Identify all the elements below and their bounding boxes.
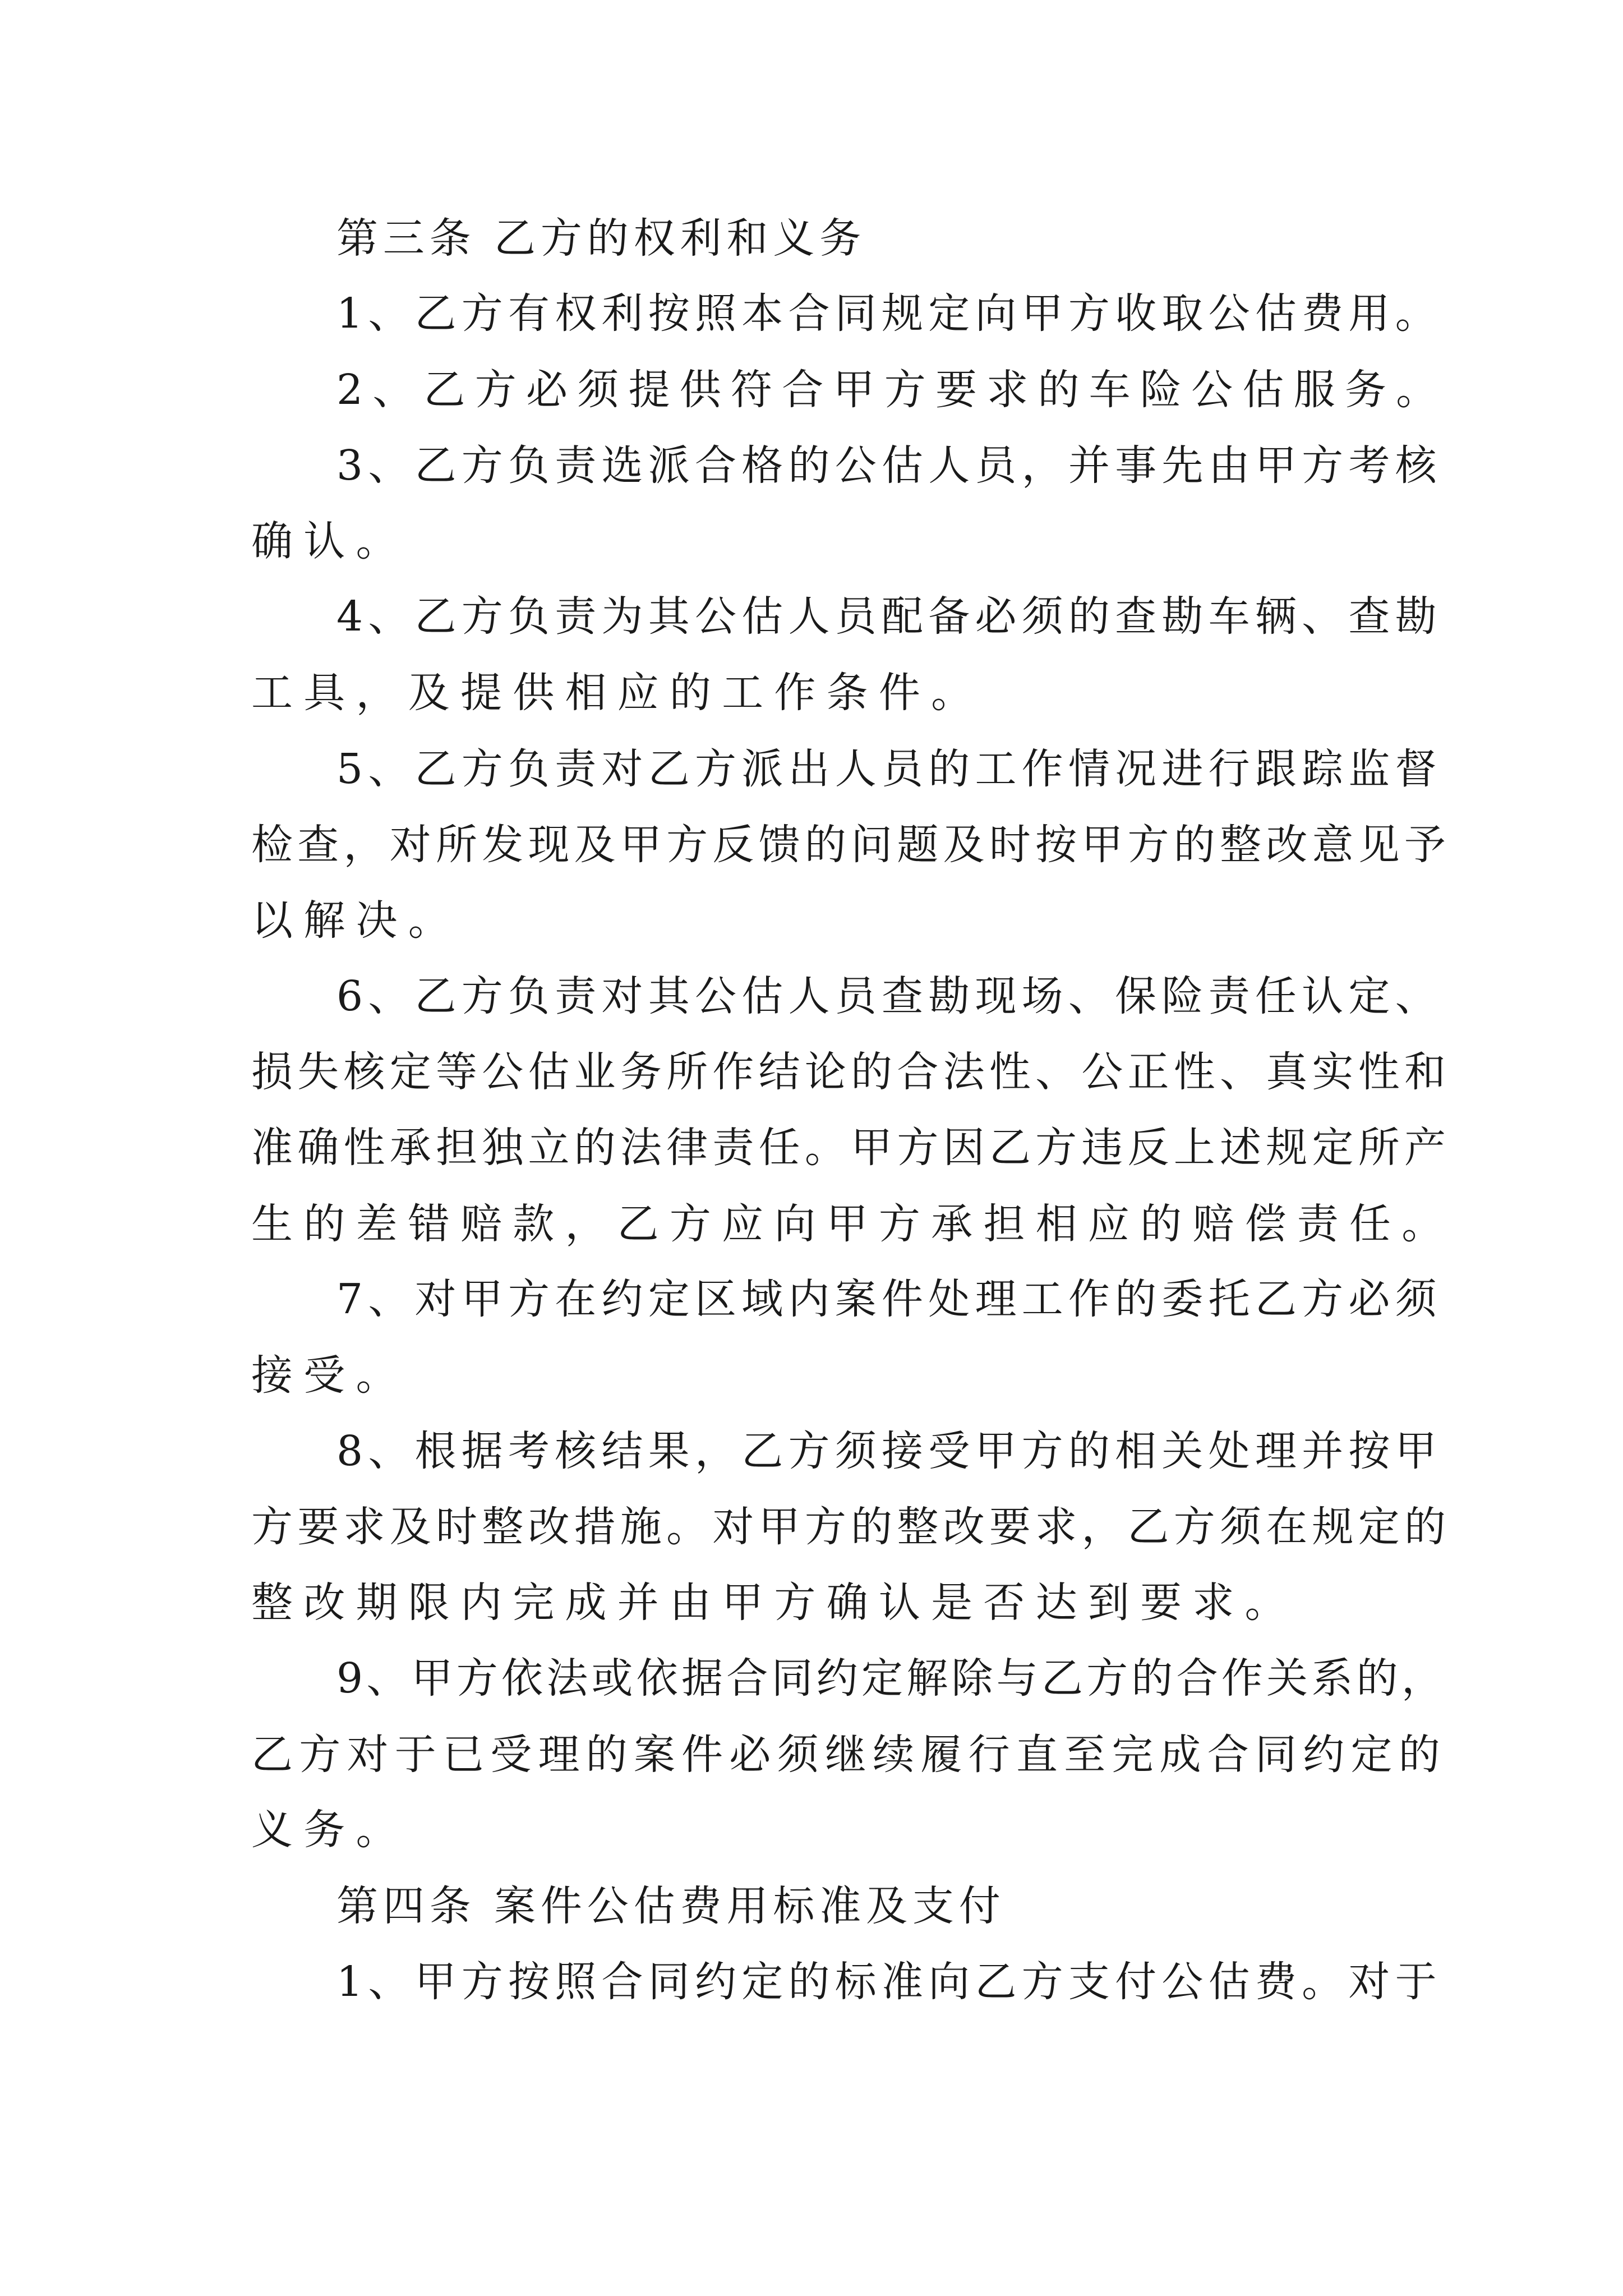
article-3-item-7-line-1: 7、对甲方在约定区域内案件处理工作的委托乙方必须	[336, 1275, 1442, 1323]
article-3-item-9-line-1: 9、甲方依法或依据合同约定解除与乙方的合作关系的，	[336, 1654, 1447, 1703]
article-3-item-3-line-1: 3、乙方负责选派合格的公估人员，并事先由甲方考核	[336, 441, 1442, 490]
article-3-item-5-line-3: 以解决。	[251, 896, 460, 945]
article-3-item-2: 2、乙方必须提供符合甲方要求的车险公估服务。	[336, 366, 1447, 414]
article-3-item-8-line-2: 方要求及时整改措施。对甲方的整改要求，乙方须在规定的	[251, 1503, 1451, 1551]
article-3-item-9-line-2: 乙方对于已受理的案件必须继续履行直至完成合同约定的	[251, 1731, 1446, 1779]
article-3-item-6-line-1: 6、乙方负责对其公估人员查勘现场、保险责任认定、	[336, 972, 1442, 1020]
article-3-heading: 第三条 乙方的权利和义务	[336, 214, 866, 263]
article-3-item-6-line-3: 准确性承担独立的法律责任。甲方因乙方违反上述规定所产	[251, 1124, 1451, 1172]
article-4-item-1-line-1: 1、甲方按照合同约定的标准向乙方支付公估费。对于	[336, 1958, 1442, 2006]
article-3-item-8-line-1: 8、根据考核结果，乙方须接受甲方的相关处理并按甲	[336, 1427, 1442, 1475]
article-3-item-1: 1、乙方有权利按照本合同规定向甲方收取公估费用。	[336, 289, 1442, 338]
article-3-item-6-line-2: 损失核定等公估业务所作结论的合法性、公正性、真实性和	[251, 1048, 1451, 1096]
article-3-item-6-line-4: 生的差错赔款，乙方应向甲方承担相应的赔偿责任。	[251, 1200, 1454, 1248]
article-3-item-3-line-2: 确认。	[251, 517, 408, 565]
article-3-item-5-line-1: 5、乙方负责对乙方派出人员的工作情况进行跟踪监督	[336, 745, 1442, 793]
article-3-item-4-line-1: 4、乙方负责为其公估人员配备必须的查勘车辆、查勘	[336, 592, 1442, 641]
article-3-item-7-line-2: 接受。	[251, 1351, 408, 1400]
article-3-item-4-line-2: 工具，及提供相应的工作条件。	[251, 669, 984, 717]
article-3-item-9-line-3: 义务。	[251, 1806, 408, 1854]
article-3-item-5-line-2: 检查，对所发现及甲方反馈的问题及时按甲方的整改意见予	[251, 821, 1451, 869]
article-3-item-8-line-3: 整改期限内完成并由甲方确认是否达到要求。	[251, 1579, 1297, 1627]
article-4-heading: 第四条 案件公估费用标准及支付	[336, 1882, 1006, 1930]
